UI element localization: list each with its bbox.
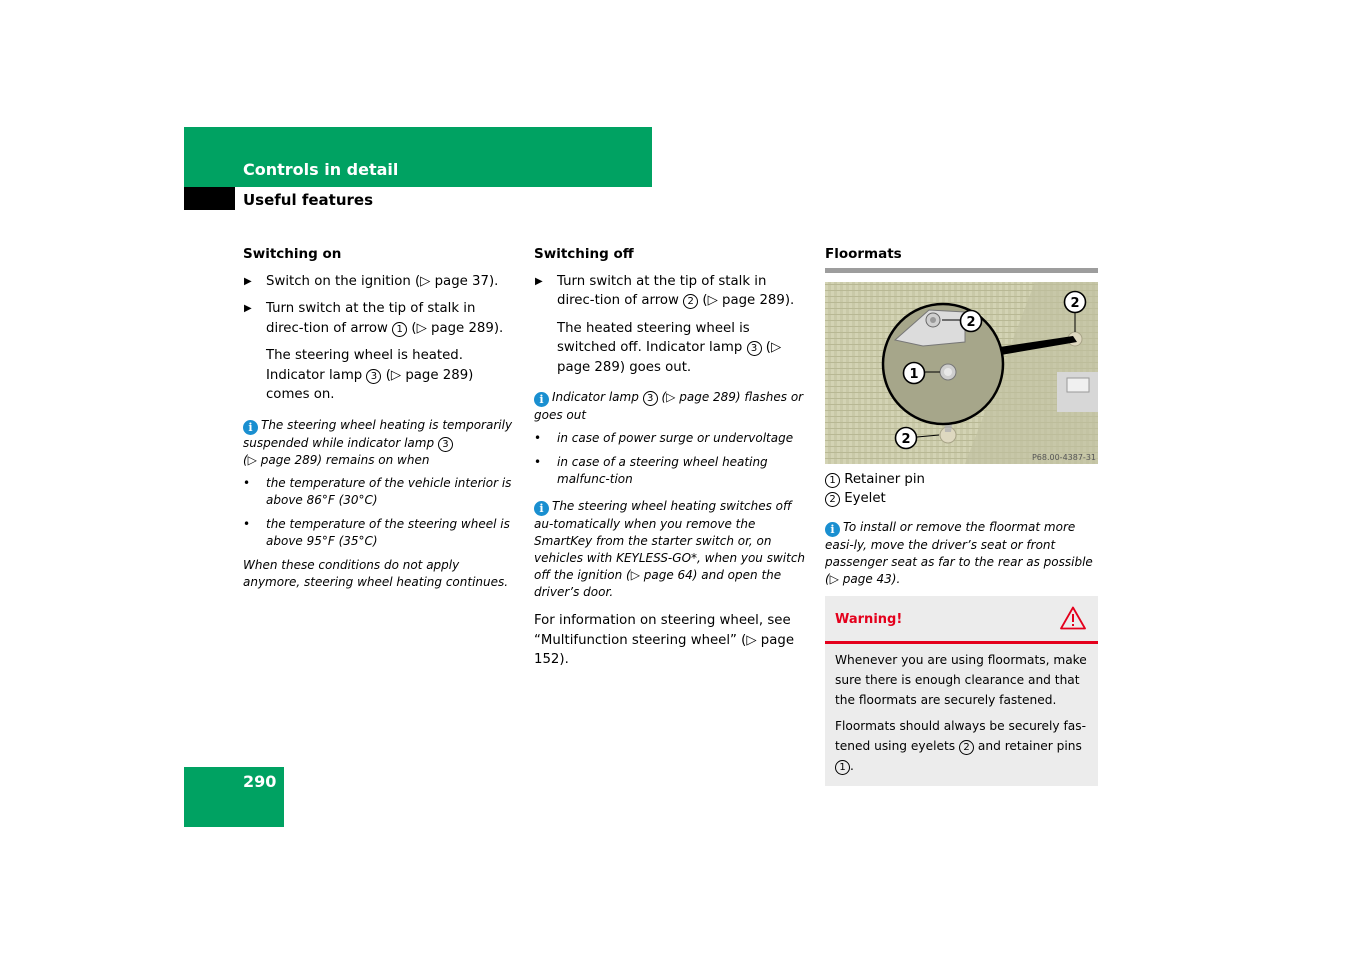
callout-number: 1	[392, 322, 407, 337]
callout-number: 3	[438, 437, 453, 452]
column-switching-off	[534, 245, 807, 670]
step-arrow-icon: ▶	[244, 275, 252, 287]
info-icon: i	[534, 501, 549, 516]
floormat-figure	[825, 282, 1098, 464]
callout-label: 1	[909, 366, 919, 382]
closing-note: When these conditions do not apply anymore, steering wheel heating continues.	[243, 557, 509, 589]
callout-label: 2	[1070, 295, 1080, 311]
list-item: • the temperature of the steering wheel is above 95°F (35°C)	[243, 516, 515, 550]
info-note: i The steering wheel heating is temporarily suspended while indicator lamp 3 (▷ page 289) remains on when	[243, 417, 513, 467]
floormat-illustration	[825, 282, 1098, 464]
callout-number: 2	[825, 492, 840, 507]
list-item: • in case of a steering wheel heating malfunc-tion	[534, 454, 807, 488]
warning-paragraph: Whenever you are using floormats, make sure there is enough clearance and that the floormats are securely fastened.	[835, 652, 1087, 707]
info-icon: i	[534, 392, 549, 407]
callout-number: 3	[643, 391, 658, 406]
header-black-tab	[184, 187, 235, 210]
warning-box	[825, 596, 1098, 786]
callout-number: 2	[683, 294, 698, 309]
list-item: • in case of power surge or undervoltage	[534, 430, 807, 447]
list-item: • the temperature of the vehicle interior is above 86°F (30°C)	[243, 475, 515, 509]
figure-code: P68.00-4387-31	[1031, 452, 1096, 462]
step-result: The heated steering wheel is switched off. Indicator lamp 3 (▷ page 289) goes out.	[557, 320, 782, 375]
step-ignition: ▶ Switch on the ignition (▷ page 37).	[243, 272, 515, 292]
step-turn-switch-off: ▶ Turn switch at the tip of stalk in direc-tion of arrow 2 (▷ page 289).	[535, 273, 795, 308]
legend-item: 1 Retainer pin	[825, 470, 1098, 490]
step-arrow-icon: ▶	[244, 303, 252, 314]
heading-floormats: Floormats	[825, 246, 902, 262]
step-result: The steering wheel is heated. Indicator lamp 3 (▷ page 289) comes on.	[266, 348, 474, 402]
info-note: i The steering wheel heating switches off au-tomatically when you remove the SmartKey from the starter switch or, on vehicles with KEYLESS-GO*, when you switch off the ignition (▷ page 64) and open the driver’s door.	[534, 499, 806, 599]
column-floormats	[825, 245, 1098, 786]
subsection-title: Useful features	[243, 191, 374, 209]
heading-switching-on: Switching on	[243, 246, 342, 262]
callout-number: 3	[747, 341, 762, 356]
callout-number: 3	[366, 369, 381, 384]
info-icon: i	[243, 420, 258, 435]
heading-rule	[825, 268, 1098, 273]
figure-legend	[825, 470, 1098, 509]
callout-number: 2	[959, 740, 974, 755]
section-title: Controls in detail	[243, 160, 399, 179]
callout-label: 2	[901, 431, 911, 447]
page-number: 290	[243, 772, 277, 791]
column-switching-on	[243, 245, 515, 597]
warning-triangle-icon	[1060, 606, 1086, 630]
callout-number: 1	[825, 473, 840, 488]
step-turn-switch: ▶ Turn switch at the tip of stalk in direc-tion of arrow 1 (▷ page 289).	[244, 301, 504, 336]
callout-label: 2	[966, 314, 976, 330]
warning-header	[825, 596, 1098, 644]
info-note: i Indicator lamp 3 (▷ page 289) flashes or goes out	[534, 390, 804, 422]
callout-number: 1	[835, 760, 850, 775]
steering-wheel-reference: For information on steering wheel, see “Multifunction steering wheel” (▷ page 152).	[534, 613, 795, 667]
heading-switching-off: Switching off	[534, 246, 634, 262]
legend-item: 2 Eyelet	[825, 489, 1098, 509]
warning-body	[825, 644, 1098, 786]
warning-title: Warning!	[835, 611, 903, 627]
step-arrow-icon: ▶	[535, 275, 543, 287]
info-note: i To install or remove the floormat more easi-ly, move the driver’s seat or front passenger seat as far to the rear as possible (▷ page 43).	[825, 519, 1093, 586]
info-icon: i	[825, 522, 840, 537]
warning-paragraph: Floormats should always be securely fas-tened using eyelets 2 and retainer pins 1 .	[835, 718, 1087, 773]
